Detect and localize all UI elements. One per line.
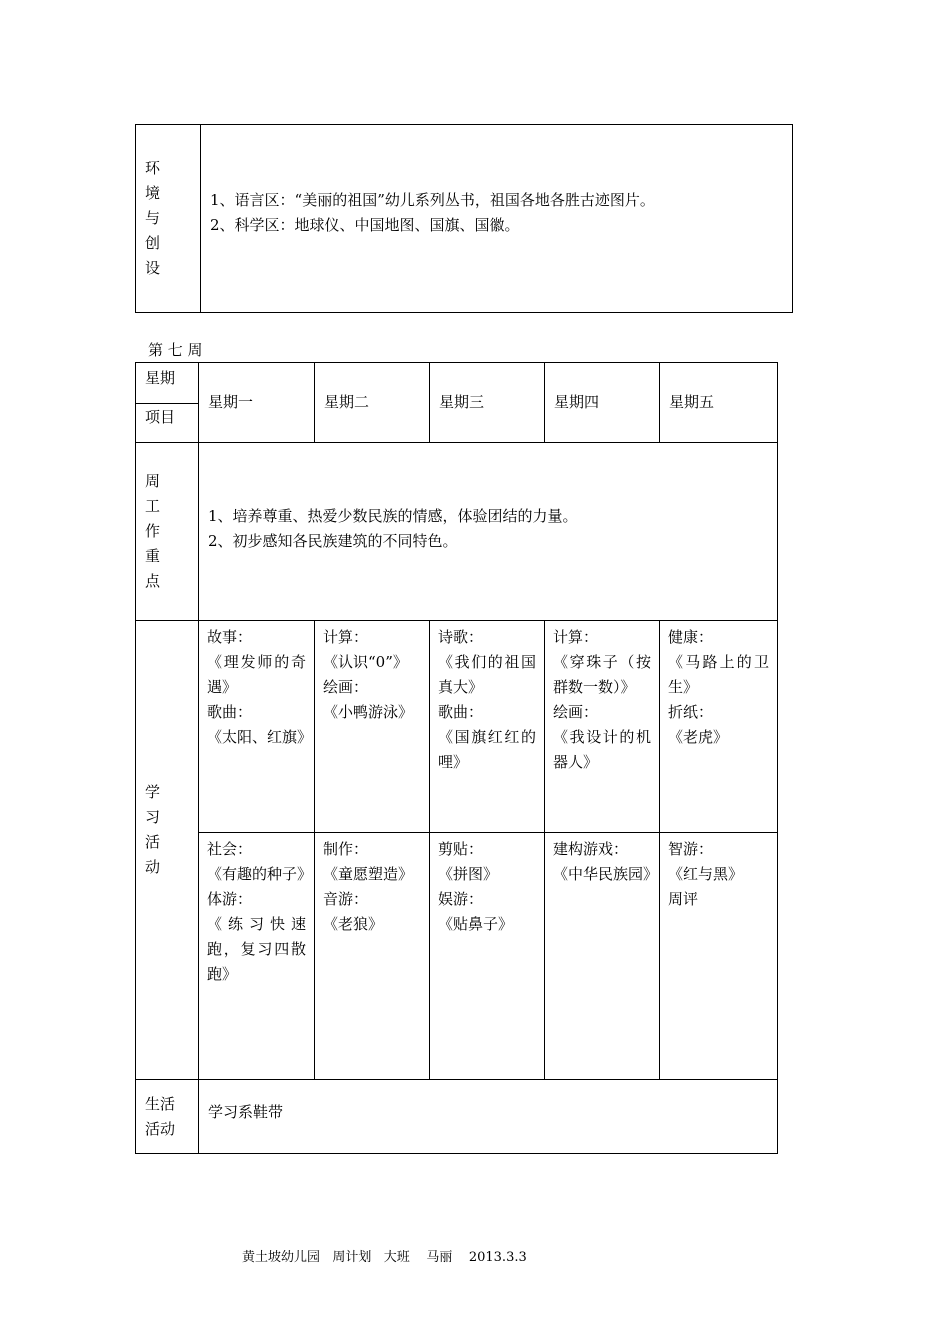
life-content: 学习系鞋带 xyxy=(208,1103,284,1121)
learning-cell-tue-2: 制作： 《童愿塑造》 音游： 《老狼》 xyxy=(315,833,430,1080)
learning-cell-fri-1: 健康： 《马路上的卫生》 折纸： 《老虎》 xyxy=(660,621,778,833)
week-title: 第 七 周 xyxy=(148,341,203,359)
focus-content-cell xyxy=(199,443,778,621)
day-header-wed: 星期三 xyxy=(430,363,545,443)
environment-table xyxy=(135,124,793,313)
life-content-cell xyxy=(199,1080,778,1154)
learning-cell-thu-1: 计算： 《穿珠子（按群数一数）》 绘画： 《我设计的机器人》 xyxy=(545,621,660,833)
day-header-thu: 星期四 xyxy=(545,363,660,443)
day-header-mon: 星期一 xyxy=(199,363,315,443)
environment-content: 1、语言区：“美丽的祖国”幼儿系列丛书，祖国各地各胜古迹图片。 2、科学区：地球仪、中国地图、国旗、国徽。 xyxy=(210,190,655,234)
focus-label-cell xyxy=(136,443,199,621)
environment-label-cell xyxy=(136,125,201,313)
learning-cell-mon-1: 故事： 《理发师的奇遇》 歌曲： 《太阳、红旗》 xyxy=(199,621,315,833)
learning-cell-fri-2: 智游： 《红与黑》 周评 xyxy=(660,833,778,1080)
learning-cell-wed-1: 诗歌： 《我们的祖国真大》 歌曲： 《国旗红红的哩》 xyxy=(430,621,545,833)
focus-label: 周 工 作 重 点 xyxy=(145,472,161,590)
footer-text: 黄土坡幼儿园 周计划 大班 马丽 2013.3.3 xyxy=(242,1250,527,1265)
focus-content: 1、培养尊重、热爱少数民族的情感，体验团结的力量。 2、初步感知各民族建筑的不同特色。 xyxy=(208,506,578,550)
environment-content-cell xyxy=(201,125,793,313)
learning-label: 学 习 活 动 xyxy=(145,783,161,876)
corner-divider xyxy=(136,403,198,404)
corner-top-label: 星期 xyxy=(145,369,176,387)
day-header-fri: 星期五 xyxy=(660,363,778,443)
life-label-cell xyxy=(136,1080,199,1154)
learning-cell-wed-2: 剪贴： 《拼图》 娱游： 《贴鼻子》 xyxy=(430,833,545,1080)
corner-header-cell xyxy=(136,363,199,443)
environment-label: 环 境 与 创 设 xyxy=(145,159,161,277)
day-header-tue: 星期二 xyxy=(315,363,430,443)
learning-cell-mon-2: 社会： 《有趣的种子》 体游： 《练习快速跑，复习四散跑》 xyxy=(199,833,315,1080)
learning-cell-thu-2: 建构游戏： 《中华民族园》 xyxy=(545,833,660,1080)
weekly-schedule-table xyxy=(135,362,778,1154)
life-label: 生活 活动 xyxy=(145,1094,176,1138)
learning-cell-tue-1: 计算： 《认识“0”》 绘画： 《小鸭游泳》 xyxy=(315,621,430,833)
learning-label-cell xyxy=(136,621,199,1080)
corner-bottom-label: 项目 xyxy=(145,408,176,426)
